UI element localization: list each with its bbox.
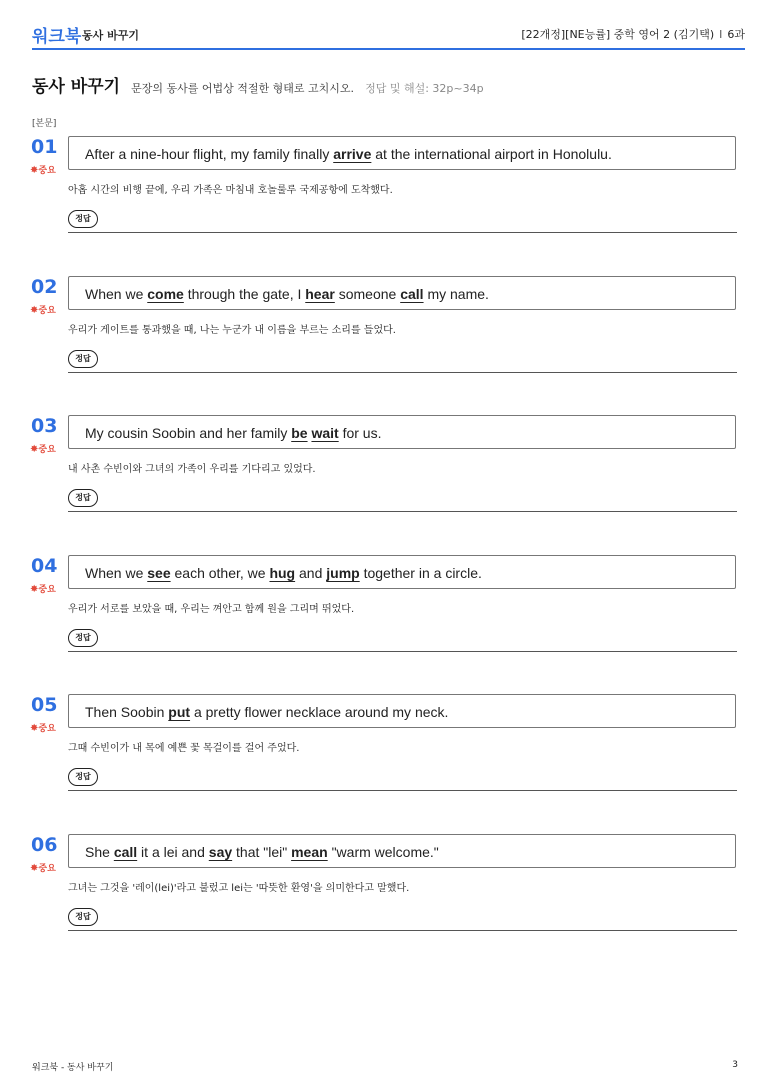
instruction-text: 문장의 동사를 어법상 적절한 형태로 고치시오.	[131, 82, 354, 95]
korean-translation: 아홉 시간의 비행 끝에, 우리 가족은 마침내 호놀룰루 국제공항에 도착했다.	[68, 185, 393, 196]
sentence-box	[68, 834, 736, 868]
question-number: 01	[31, 136, 58, 158]
sentence-text: When we	[85, 285, 148, 302]
answer-line[interactable]	[68, 232, 737, 233]
korean-translation: 그녀는 그것을 '레이(lei)'라고 불렀고 lei는 '따뜻한 환영'을 의미한다고 말했다.	[68, 882, 410, 894]
important-badge	[30, 861, 56, 874]
title-row	[32, 72, 745, 97]
korean-translation: 우리가 게이트를 통과했을 때, 나는 누군가 내 이름을 부르는 소리를 들었다.	[68, 324, 396, 336]
target-verb: come	[147, 285, 184, 302]
target-verb: wait	[311, 425, 339, 441]
page-header	[32, 20, 745, 50]
target-verb: put	[168, 704, 191, 720]
target-verb: hug	[269, 564, 296, 581]
answer-label: 정답	[68, 908, 98, 926]
sentence-text: someone	[334, 285, 401, 302]
english-sentence	[85, 286, 489, 302]
important-label: 중요	[38, 166, 56, 176]
target-verb: see	[147, 564, 171, 581]
answer-label: 정답	[68, 350, 98, 368]
answer-line[interactable]	[68, 511, 737, 512]
answer-line[interactable]	[68, 651, 737, 652]
target-verb: say	[208, 843, 233, 860]
question-number: 05	[31, 694, 58, 716]
question-number: 02	[31, 275, 58, 298]
answer-line[interactable]	[68, 372, 737, 373]
korean-translation: 그때 수빈이가 내 목에 예쁜 꽃 목걸이를 걸어 주었다.	[68, 743, 300, 754]
sentence-text: and	[295, 564, 327, 581]
english-sentence	[85, 844, 439, 860]
target-verb: jump	[326, 564, 360, 581]
burst-icon: ✸	[30, 444, 39, 455]
answer-label: 정답	[68, 629, 98, 647]
important-badge	[30, 442, 56, 455]
lesson-label: 6과	[727, 28, 745, 41]
important-label: 중요	[38, 863, 56, 874]
target-verb: call	[400, 285, 424, 302]
burst-icon: ✸	[30, 723, 39, 734]
target-verb: hear	[305, 285, 335, 302]
page-number: 3	[732, 1060, 738, 1070]
brand-title: 워크북	[32, 27, 82, 47]
question-item	[28, 276, 740, 376]
sentence-text: my name.	[423, 285, 489, 302]
sentence-text: When we	[85, 564, 148, 581]
burst-icon: ✸	[30, 862, 39, 874]
page-title: 동사 바꾸기	[32, 77, 121, 97]
burst-icon: ✸	[30, 583, 39, 595]
answer-line[interactable]	[68, 930, 737, 931]
english-sentence	[85, 425, 381, 441]
english-sentence	[85, 704, 448, 720]
sentence-text: a pretty flower necklace around my neck.	[190, 704, 449, 720]
question-item	[28, 834, 740, 934]
target-verb: arrive	[333, 146, 372, 162]
answer-line[interactable]	[68, 790, 737, 791]
important-label: 중요	[38, 584, 56, 595]
sentence-text: "warm welcome."	[327, 843, 439, 860]
target-verb: be	[291, 425, 308, 441]
important-label: 중요	[38, 305, 56, 316]
question-number: 03	[31, 415, 58, 437]
burst-icon: ✸	[30, 304, 39, 316]
sentence-box	[68, 694, 736, 728]
english-sentence	[85, 146, 612, 162]
important-label: 중요	[38, 724, 56, 734]
sentence-box	[68, 415, 736, 449]
target-verb: mean	[291, 843, 328, 860]
question-number: 06	[31, 833, 58, 856]
question-item	[28, 415, 740, 515]
important-label: 중요	[38, 445, 56, 455]
sentence-text: that "lei"	[232, 843, 292, 860]
sentence-text: together in a circle.	[359, 564, 482, 581]
answer-label: 정답	[68, 768, 98, 786]
sentence-text: it a lei and	[137, 843, 209, 860]
target-verb: call	[113, 843, 138, 860]
sentence-text: each other, we	[170, 564, 270, 581]
important-badge	[30, 582, 56, 595]
sentence-text: Then Soobin	[85, 704, 169, 720]
sentence-text: My cousin Soobin and her family	[85, 425, 292, 441]
korean-translation: 내 사촌 수빈이와 그녀의 가족이 우리를 기다리고 있었다.	[68, 464, 316, 475]
sentence-box	[68, 136, 736, 170]
korean-translation: 우리가 서로를 보았을 때, 우리는 껴안고 함께 원을 그리며 뛰었다.	[68, 603, 355, 615]
sentence-text: She	[85, 843, 114, 860]
question-item	[28, 555, 740, 655]
question-item	[28, 136, 740, 236]
header-separator: I	[719, 28, 723, 41]
burst-icon: ✸	[30, 165, 39, 176]
sentence-box	[68, 276, 736, 310]
sentence-text: for us.	[338, 425, 382, 441]
brand-subtitle: 동사 바꾸기	[82, 29, 139, 42]
footer-title: 워크북 - 동사 바꾸기	[32, 1063, 114, 1073]
english-sentence	[85, 565, 482, 581]
sentence-text: After a nine-hour flight, my family finally	[85, 146, 334, 162]
sentence-text: through the gate, I	[183, 285, 306, 302]
answer-label: 정답	[68, 489, 98, 507]
sentence-text: at the international airport in Honolulu.	[371, 146, 612, 162]
question-item	[28, 694, 740, 794]
important-badge	[30, 303, 56, 316]
sentence-box	[68, 555, 736, 589]
question-number: 04	[31, 554, 58, 577]
book-title: [22개정][NE능률] 중학 영어 2 (김기택)	[521, 28, 715, 41]
answer-label: 정답	[68, 210, 98, 228]
book-info	[521, 26, 745, 42]
section-label: [본문]	[32, 119, 57, 129]
important-badge	[30, 721, 56, 734]
important-badge	[30, 163, 56, 176]
answer-reference: 정답 및 해설: 32p~34p	[365, 82, 484, 95]
